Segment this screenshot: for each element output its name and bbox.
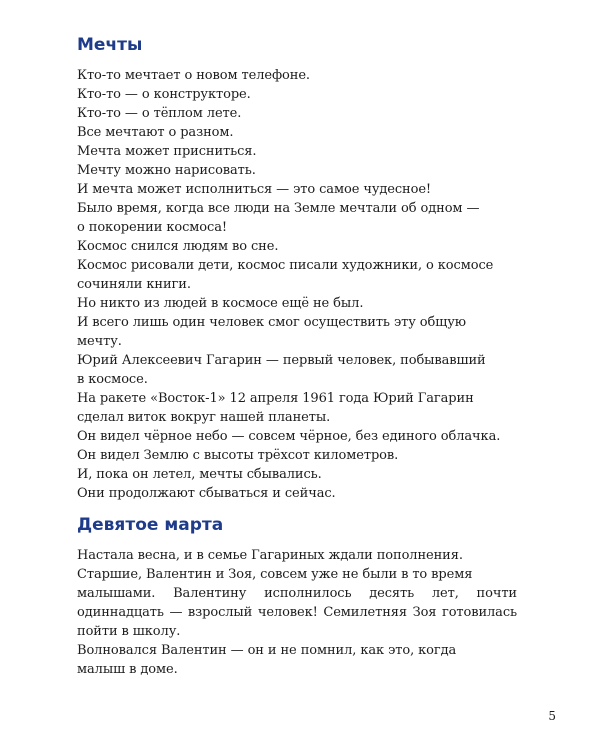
text-line: Мечта может присниться. <box>77 144 257 159</box>
text-line: Кто-то мечтает о новом телефоне. <box>77 68 310 83</box>
section-title-ninth-of-march: Девятое марта <box>77 515 224 535</box>
text-line: сочиняли книги. <box>77 277 191 292</box>
section-title-dreams: Мечты <box>77 35 143 55</box>
text-line: Мечту можно нарисовать. <box>77 163 256 178</box>
text-line: Кто-то — о конструкторе. <box>77 87 251 102</box>
text-line: Кто-то — о тёплом лете. <box>77 106 242 121</box>
text-line: Настала весна, и в семье Гагариных ждали пополнения. <box>77 548 463 563</box>
text-line: Было время, когда все люди на Земле мечтали об одном — <box>77 201 480 216</box>
text-line: Старшие, Валентин и Зоя, совсем уже не были в то время <box>77 567 473 582</box>
text-line: И всего лишь один человек смог осуществить эту общую <box>77 315 467 330</box>
text-line: Космос рисовали дети, космос писали художники, о космосе <box>77 258 494 273</box>
text-line: Волновался Валентин — он и не помнил, как это, когда <box>77 643 457 658</box>
text-line: в космосе. <box>77 372 148 387</box>
text-paragraph: малышами. Валентину исполнилось десять лет, почти одиннадцать — взрослый человек! Семилетняя Зоя готовилась пойти в школу. <box>77 586 517 639</box>
text-line: И мечта может исполниться — это самое чудесное! <box>77 182 432 197</box>
text-line: Но никто из людей в космосе ещё не был. <box>77 296 364 311</box>
section-dreams <box>77 34 517 503</box>
page-number: 5 <box>548 709 556 723</box>
text-line: о покорении космоса! <box>77 220 227 235</box>
text-line: мечту. <box>77 334 122 349</box>
text-line: сделал виток вокруг нашей планеты. <box>77 410 331 425</box>
text-line: Космос снился людям во сне. <box>77 239 279 254</box>
text-line: малыш в доме. <box>77 662 178 677</box>
text-line: Они продолжают сбываться и сейчас. <box>77 486 336 501</box>
text-line: Он видел чёрное небо — совсем чёрное, без единого облачка. <box>77 429 501 444</box>
text-line: Все мечтают о разном. <box>77 125 234 140</box>
section-ninth-of-march <box>77 514 517 679</box>
text-line: Юрий Алексеевич Гагарин — первый человек, побывавший <box>77 353 486 368</box>
text-line: На ракете «Восток-1» 12 апреля 1961 года Юрий Гагарин <box>77 391 474 406</box>
text-line: И, пока он летел, мечты сбывались. <box>77 467 322 482</box>
text-line: Он видел Землю с высоты трёхсот километров. <box>77 448 399 463</box>
